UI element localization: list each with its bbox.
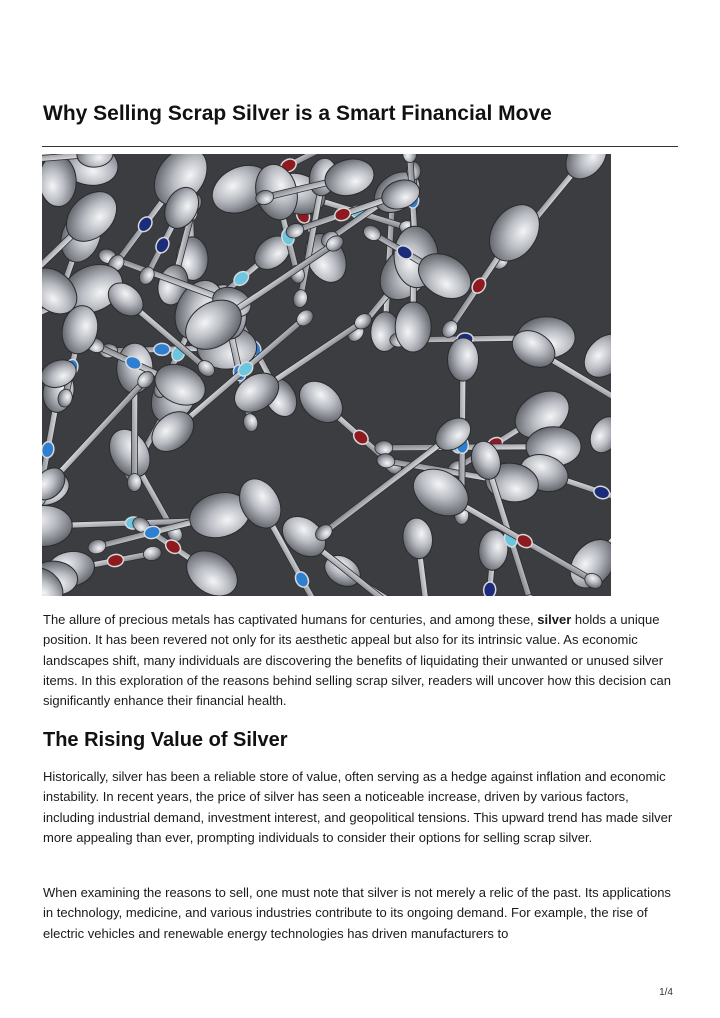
intro-bold-term: silver [537, 612, 572, 627]
intro-text-end: holds a unique position. It has been revered not only for its aesthetic appeal but also for its intrinsic value. As economic landscapes shift, many individuals are discovering the benefits of liquidating their unwanted or unused silver items. In this exploration of the reasons behind selling scrap silver, readers will uncover how this decision can significantly enhance their financial health. [43, 612, 671, 709]
section-heading: The Rising Value of Silver [43, 729, 288, 751]
body-paragraph-1: Historically, silver has been a reliable store of value, often serving as a hedge against inflation and economic instability. In recent years, the price of silver has seen a noticeable increase, driven by various factors, including industrial demand, investment interest, and geopolitical tensions. This upward trend has made silver more appealing than ever, prompting individuals to consider their options for selling scrap silver. [43, 769, 673, 845]
body-paragraph-2: When examining the reasons to sell, one must note that silver is not merely a relic of the past. Its applications in technology, medicine, and various industries contribute to its ongoing demand. For example, the rise of electric vehicles and renewable energy technologies has driven manufacturers to [43, 885, 671, 941]
intro-paragraph [43, 610, 679, 711]
title-divider [42, 146, 678, 147]
page-title: Why Selling Scrap Silver is a Smart Financial Move [43, 102, 552, 125]
silver-spoons-photo [42, 154, 611, 596]
intro-text-start: The allure of precious metals has captivated humans for centuries, and among these, [43, 612, 538, 627]
page-number: 1/4 [659, 987, 673, 998]
